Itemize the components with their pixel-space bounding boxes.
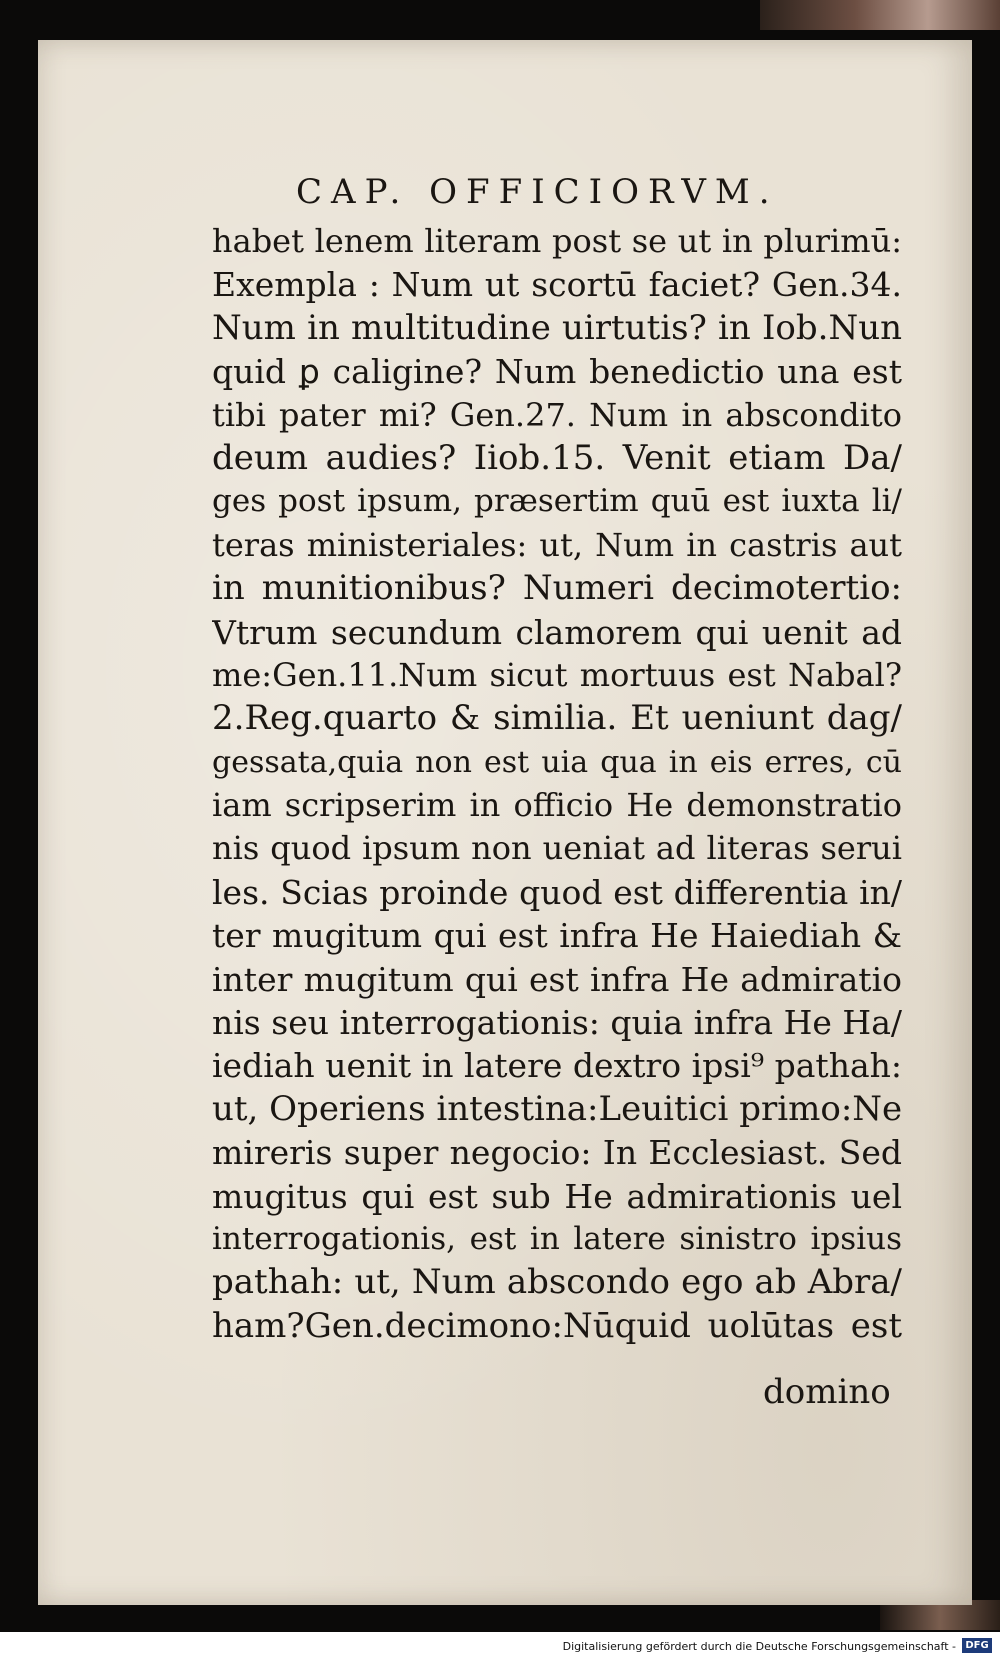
text-line: ter mugitum qui est infra He Haiediah & — [212, 916, 902, 956]
text-line: habet lenem literam post se ut in plurimū: — [212, 222, 902, 260]
text-line: ut, Operiens intestina:Leuitici primo:Ne — [212, 1088, 902, 1129]
scan-edge-top — [760, 0, 1000, 30]
text-line: quid ꝑ caligine? Num benedictio una est — [212, 352, 902, 392]
text-line: ges post ipsum, præsertim quū est iuxta li/ — [212, 483, 902, 520]
text-line: iam scripserim in officio He demonstratio — [212, 786, 902, 825]
text-line: nis quod ipsum non ueniat ad literas serui — [212, 829, 902, 868]
text-line: mugitus qui est sub He admirationis uel — [212, 1176, 902, 1216]
text-line: inter mugitum qui est infra He admiratio — [212, 959, 902, 999]
text-line: mireris super negocio: In Ecclesiast. Sed — [212, 1133, 902, 1173]
text-line: teras ministeriales: ut, Num in castris aut — [212, 525, 902, 564]
text-line: 2.Reg.quarto & similia. Et ueniunt dag/ — [212, 698, 902, 739]
text-line: Num in multitudine uirtutis? in Iob.Nun — [212, 307, 902, 348]
catchword: domino — [763, 1372, 891, 1412]
text-line: gessata,quia non est uia qua in eis erres, cū — [212, 744, 902, 780]
text-line: iediah uenit in latere dextro ipsi⁹ pathah: — [212, 1046, 902, 1086]
digitization-credit: Digitalisierung gefördert durch die Deutsche Forschungsgemeinschaft - — [562, 1640, 956, 1653]
text-line: in munitionibus? Numeri decimotertio: — [212, 568, 902, 609]
text-line: Vtrum secundum clamorem qui uenit ad — [212, 612, 902, 652]
text-line: nis seu interrogationis: quia infra He Ha/ — [212, 1003, 902, 1043]
text-line: me:Gen.11.Num sicut mortuus est Nabal? — [212, 655, 902, 694]
text-line: ham?Gen.decimono:Nūquid uolūtas est — [212, 1305, 902, 1346]
text-line: les. Scias proinde quod est differentia in/ — [212, 872, 902, 912]
text-line: interrogationis, est in latere sinistro ipsius — [212, 1220, 902, 1257]
text-line: tibi pater mi? Gen.27. Num in abscondito — [212, 395, 902, 434]
text-line: deum audies? Iiob.15. Venit etiam Da/ — [212, 437, 902, 478]
text-line: pathah: ut, Num abscondo ego ab Abra/ — [212, 1262, 902, 1303]
text-line: Exempla : Num ut scortū faciet? Gen.34. — [212, 265, 902, 305]
running-head: CAP. OFFICIORVM. — [296, 172, 779, 212]
body-text — [212, 220, 902, 1348]
dfg-logo: DFG — [962, 1638, 992, 1653]
